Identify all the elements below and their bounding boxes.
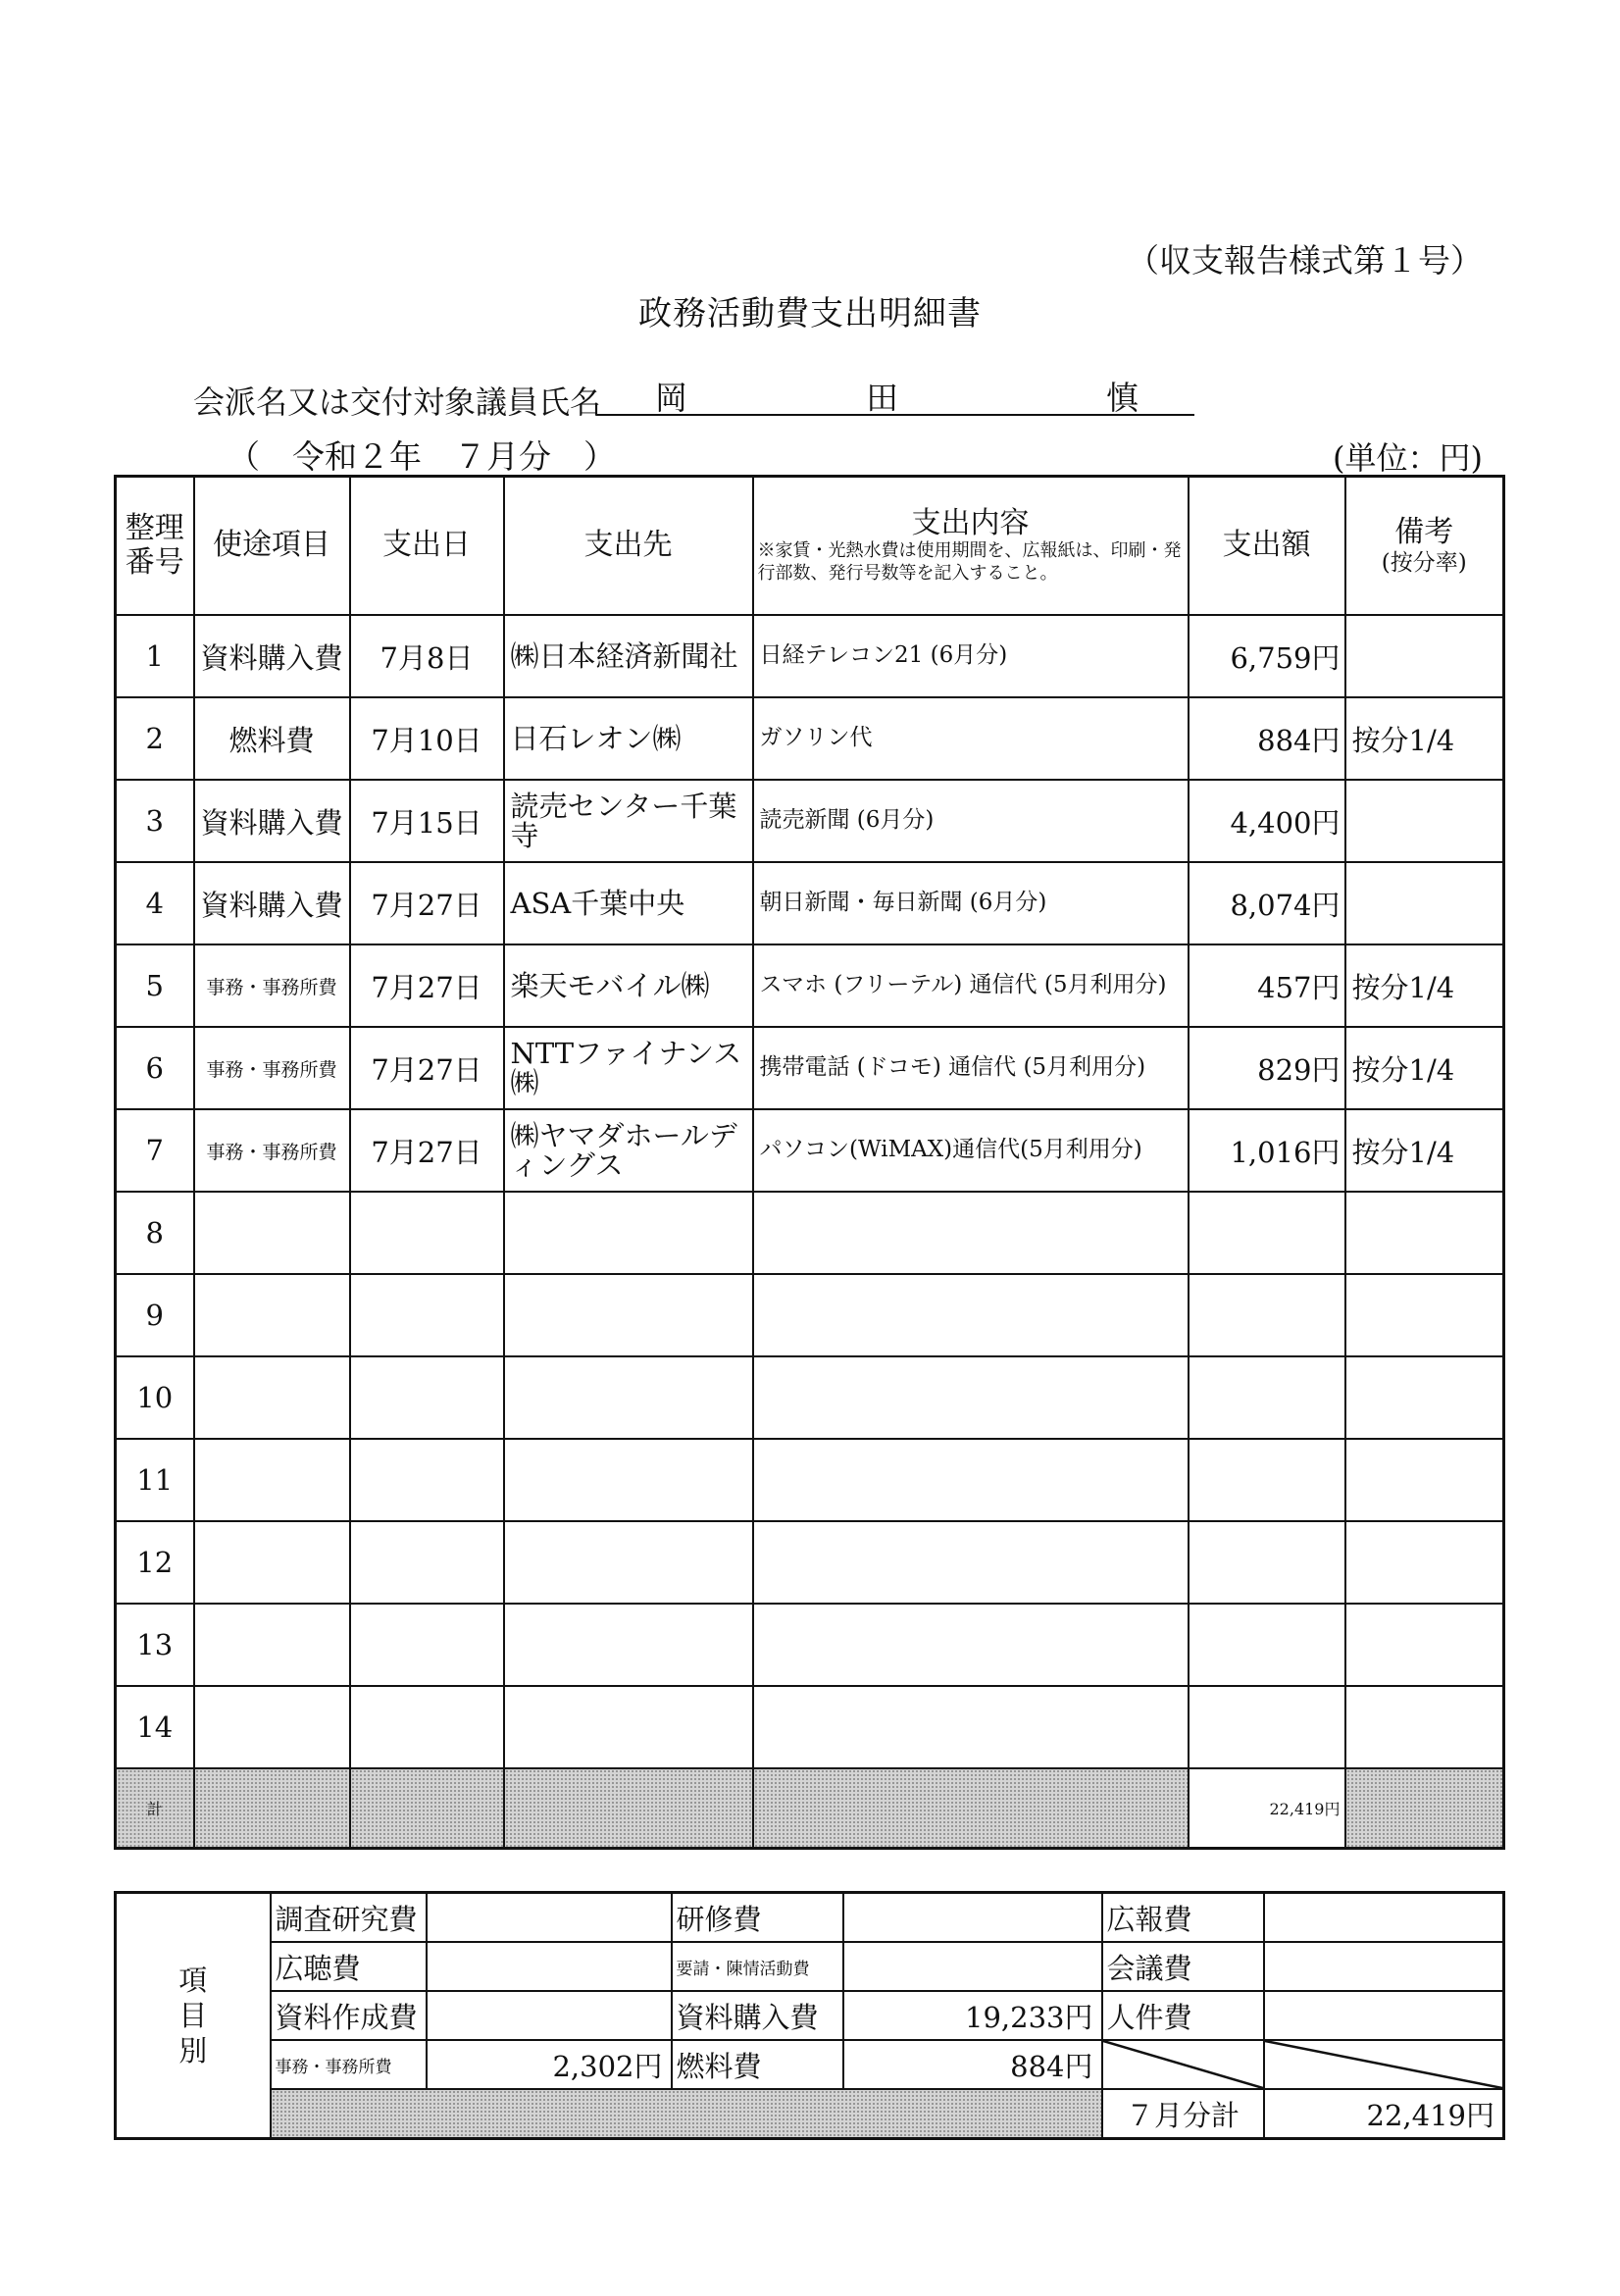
row-amount: 1,016円 xyxy=(1189,1109,1345,1192)
row-number: 3 xyxy=(116,780,194,862)
header-note xyxy=(1345,477,1504,616)
summary-category-label: 要請・陳情活動費 xyxy=(672,1942,843,1991)
member-name-field xyxy=(596,371,1194,416)
row-note xyxy=(1345,1521,1504,1604)
row-purpose: 資料購入費 xyxy=(194,862,350,944)
summary-category-label: 調査研究費 xyxy=(271,1893,427,1943)
header-date: 支出日 xyxy=(350,477,504,616)
row-note: 按分1/4 xyxy=(1345,697,1504,780)
month-total-label: ７月分計 xyxy=(1102,2089,1264,2139)
row-content xyxy=(753,1604,1189,1686)
row-date: 7月27日 xyxy=(350,944,504,1027)
row-number: 11 xyxy=(116,1439,194,1521)
header-note-sub: (按分率) xyxy=(1381,549,1467,576)
summary-category-value: 2,302円 xyxy=(427,2040,672,2089)
row-note xyxy=(1345,1274,1504,1356)
row-amount: 884円 xyxy=(1189,697,1345,780)
summary-category-value: 884円 xyxy=(843,2040,1102,2089)
summary-category-label: 人件費 xyxy=(1102,1991,1264,2040)
summary-diagonal-cell xyxy=(1102,2040,1264,2089)
form-number: （収支報告様式第１号） xyxy=(1127,241,1483,280)
row-content: 読売新聞 (6月分) xyxy=(753,780,1189,862)
row-number: 14 xyxy=(116,1686,194,1768)
row-content xyxy=(753,1521,1189,1604)
total-shaded-cell xyxy=(753,1768,1189,1849)
header-no: 整理番号 xyxy=(116,477,194,616)
row-purpose: 資料購入費 xyxy=(194,615,350,697)
unit-label: (単位：円) xyxy=(1333,439,1483,477)
row-number: 7 xyxy=(116,1109,194,1192)
expense-row xyxy=(116,1192,1504,1274)
member-name-label: 会派名又は交付対象議員氏名 xyxy=(193,383,602,421)
row-number: 10 xyxy=(116,1356,194,1439)
row-number: 13 xyxy=(116,1604,194,1686)
row-payee xyxy=(504,1686,753,1768)
summary-category-label: 事務・事務所費 xyxy=(271,2040,427,2089)
category-summary-table xyxy=(114,1891,1505,2140)
summary-side-label: 項目別 xyxy=(116,1893,271,2139)
expense-row xyxy=(116,697,1504,780)
row-amount: 6,759円 xyxy=(1189,615,1345,697)
total-shaded-cell xyxy=(194,1768,350,1849)
row-date xyxy=(350,1274,504,1356)
row-purpose xyxy=(194,1356,350,1439)
row-note xyxy=(1345,1604,1504,1686)
row-content: 日経テレコン21 (6月分) xyxy=(753,615,1189,697)
row-payee: ㈱ヤマダホールディングス xyxy=(504,1109,753,1192)
row-amount xyxy=(1189,1439,1345,1521)
row-date: 7月8日 xyxy=(350,615,504,697)
summary-category-value xyxy=(843,1942,1102,1991)
expense-row xyxy=(116,615,1504,697)
reporting-period: （ 令和２年 ７月分 ） xyxy=(228,437,616,476)
row-payee: 日石レオン㈱ xyxy=(504,697,753,780)
summary-diagonal-cell xyxy=(1264,2040,1504,2089)
expense-row xyxy=(116,1274,1504,1356)
row-amount: 457円 xyxy=(1189,944,1345,1027)
row-amount: 829円 xyxy=(1189,1027,1345,1109)
row-purpose: 燃料費 xyxy=(194,697,350,780)
row-amount: 8,074円 xyxy=(1189,862,1345,944)
row-note xyxy=(1345,862,1504,944)
row-note: 按分1/4 xyxy=(1345,944,1504,1027)
member-name-char: 岡 xyxy=(655,379,687,417)
row-content xyxy=(753,1192,1189,1274)
summary-category-label: 広聴費 xyxy=(271,1942,427,1991)
summary-category-value xyxy=(843,1893,1102,1943)
document-title: 政務活動費支出明細書 xyxy=(638,294,982,333)
header-content-title: 支出内容 xyxy=(911,505,1030,540)
row-number: 12 xyxy=(116,1521,194,1604)
row-payee: 楽天モバイル㈱ xyxy=(504,944,753,1027)
total-amount: 22,419円 xyxy=(1189,1768,1345,1849)
row-date: 7月15日 xyxy=(350,780,504,862)
summary-category-value: 19,233円 xyxy=(843,1991,1102,2040)
row-date: 7月10日 xyxy=(350,697,504,780)
row-payee xyxy=(504,1192,753,1274)
expense-row xyxy=(116,1686,1504,1768)
summary-shaded-cell xyxy=(271,2089,1102,2139)
header-content-note: ※家賃・光熱水費は使用期間を、広報紙は、印刷・発行部数、発行号数等を記入すること。 xyxy=(757,540,1182,584)
summary-category-label: 広報費 xyxy=(1102,1893,1264,1943)
row-content xyxy=(753,1686,1189,1768)
member-name-char: 田 xyxy=(866,379,898,417)
total-shaded-cell xyxy=(1345,1768,1504,1849)
total-label: 計 xyxy=(116,1768,194,1849)
row-note xyxy=(1345,1356,1504,1439)
row-note xyxy=(1345,780,1504,862)
row-payee xyxy=(504,1356,753,1439)
row-payee xyxy=(504,1274,753,1356)
summary-category-value xyxy=(1264,1893,1504,1943)
row-note: 按分1/4 xyxy=(1345,1027,1504,1109)
expense-row xyxy=(116,862,1504,944)
row-purpose xyxy=(194,1521,350,1604)
expense-row xyxy=(116,1356,1504,1439)
row-payee xyxy=(504,1604,753,1686)
row-purpose: 事務・事務所費 xyxy=(194,1027,350,1109)
row-number: 5 xyxy=(116,944,194,1027)
row-content: ガソリン代 xyxy=(753,697,1189,780)
summary-row xyxy=(116,1893,1504,1943)
row-payee: 読売センター千葉寺 xyxy=(504,780,753,862)
member-name-char: 慎 xyxy=(1106,379,1139,417)
header-row xyxy=(116,477,1504,616)
row-payee: ASA千葉中央 xyxy=(504,862,753,944)
header-payee: 支出先 xyxy=(504,477,753,616)
row-number: 4 xyxy=(116,862,194,944)
row-content: パソコン(WiMAX)通信代(5月利用分) xyxy=(753,1109,1189,1192)
header-content xyxy=(753,477,1189,616)
row-content: スマホ (フリーテル) 通信代 (5月利用分) xyxy=(753,944,1189,1027)
header-purpose: 使途項目 xyxy=(194,477,350,616)
summary-category-label: 資料購入費 xyxy=(672,1991,843,2040)
row-amount xyxy=(1189,1192,1345,1274)
expense-row xyxy=(116,944,1504,1027)
summary-row xyxy=(116,1942,1504,1991)
row-note xyxy=(1345,615,1504,697)
row-payee: ㈱日本経済新聞社 xyxy=(504,615,753,697)
summary-row xyxy=(116,2040,1504,2089)
header-amount: 支出額 xyxy=(1189,477,1345,616)
row-content xyxy=(753,1356,1189,1439)
row-note xyxy=(1345,1439,1504,1521)
row-payee xyxy=(504,1521,753,1604)
summary-total-row xyxy=(116,2089,1504,2139)
row-purpose xyxy=(194,1686,350,1768)
row-date: 7月27日 xyxy=(350,862,504,944)
row-purpose xyxy=(194,1274,350,1356)
row-purpose: 事務・事務所費 xyxy=(194,1109,350,1192)
row-content: 朝日新聞・毎日新聞 (6月分) xyxy=(753,862,1189,944)
row-date xyxy=(350,1356,504,1439)
row-amount xyxy=(1189,1686,1345,1768)
expense-row xyxy=(116,1521,1504,1604)
summary-category-label: 燃料費 xyxy=(672,2040,843,2089)
row-date: 7月27日 xyxy=(350,1027,504,1109)
total-shaded-cell xyxy=(350,1768,504,1849)
row-payee: NTTファイナンス㈱ xyxy=(504,1027,753,1109)
total-row xyxy=(116,1768,1504,1849)
row-purpose xyxy=(194,1192,350,1274)
row-note xyxy=(1345,1686,1504,1768)
expense-row xyxy=(116,1439,1504,1521)
expense-detail-table xyxy=(114,475,1505,1850)
row-date: 7月27日 xyxy=(350,1109,504,1192)
expense-row xyxy=(116,1027,1504,1109)
row-amount xyxy=(1189,1356,1345,1439)
row-date xyxy=(350,1439,504,1521)
expense-row xyxy=(116,1604,1504,1686)
row-number: 6 xyxy=(116,1027,194,1109)
row-date xyxy=(350,1604,504,1686)
row-amount: 4,400円 xyxy=(1189,780,1345,862)
summary-category-value xyxy=(427,1991,672,2040)
row-date xyxy=(350,1686,504,1768)
summary-category-label: 会議費 xyxy=(1102,1942,1264,1991)
summary-category-value xyxy=(1264,1991,1504,2040)
summary-category-value xyxy=(427,1942,672,1991)
total-shaded-cell xyxy=(504,1768,753,1849)
summary-row xyxy=(116,1991,1504,2040)
row-content xyxy=(753,1274,1189,1356)
expense-row xyxy=(116,780,1504,862)
row-date xyxy=(350,1192,504,1274)
row-amount xyxy=(1189,1521,1345,1604)
row-content xyxy=(753,1439,1189,1521)
row-note: 按分1/4 xyxy=(1345,1109,1504,1192)
row-number: 2 xyxy=(116,697,194,780)
header-note-title: 備考 xyxy=(1394,515,1454,550)
summary-category-value xyxy=(427,1893,672,1943)
row-purpose xyxy=(194,1604,350,1686)
row-number: 1 xyxy=(116,615,194,697)
row-content: 携帯電話 (ドコモ) 通信代 (5月利用分) xyxy=(753,1027,1189,1109)
row-number: 8 xyxy=(116,1192,194,1274)
summary-category-label: 研修費 xyxy=(672,1893,843,1943)
row-amount xyxy=(1189,1604,1345,1686)
row-note xyxy=(1345,1192,1504,1274)
expense-row xyxy=(116,1109,1504,1192)
row-purpose: 事務・事務所費 xyxy=(194,944,350,1027)
row-payee xyxy=(504,1439,753,1521)
month-total-value: 22,419円 xyxy=(1264,2089,1504,2139)
row-number: 9 xyxy=(116,1274,194,1356)
row-purpose xyxy=(194,1439,350,1521)
summary-category-label: 資料作成費 xyxy=(271,1991,427,2040)
row-amount xyxy=(1189,1274,1345,1356)
row-date xyxy=(350,1521,504,1604)
row-purpose: 資料購入費 xyxy=(194,780,350,862)
summary-category-value xyxy=(1264,1942,1504,1991)
